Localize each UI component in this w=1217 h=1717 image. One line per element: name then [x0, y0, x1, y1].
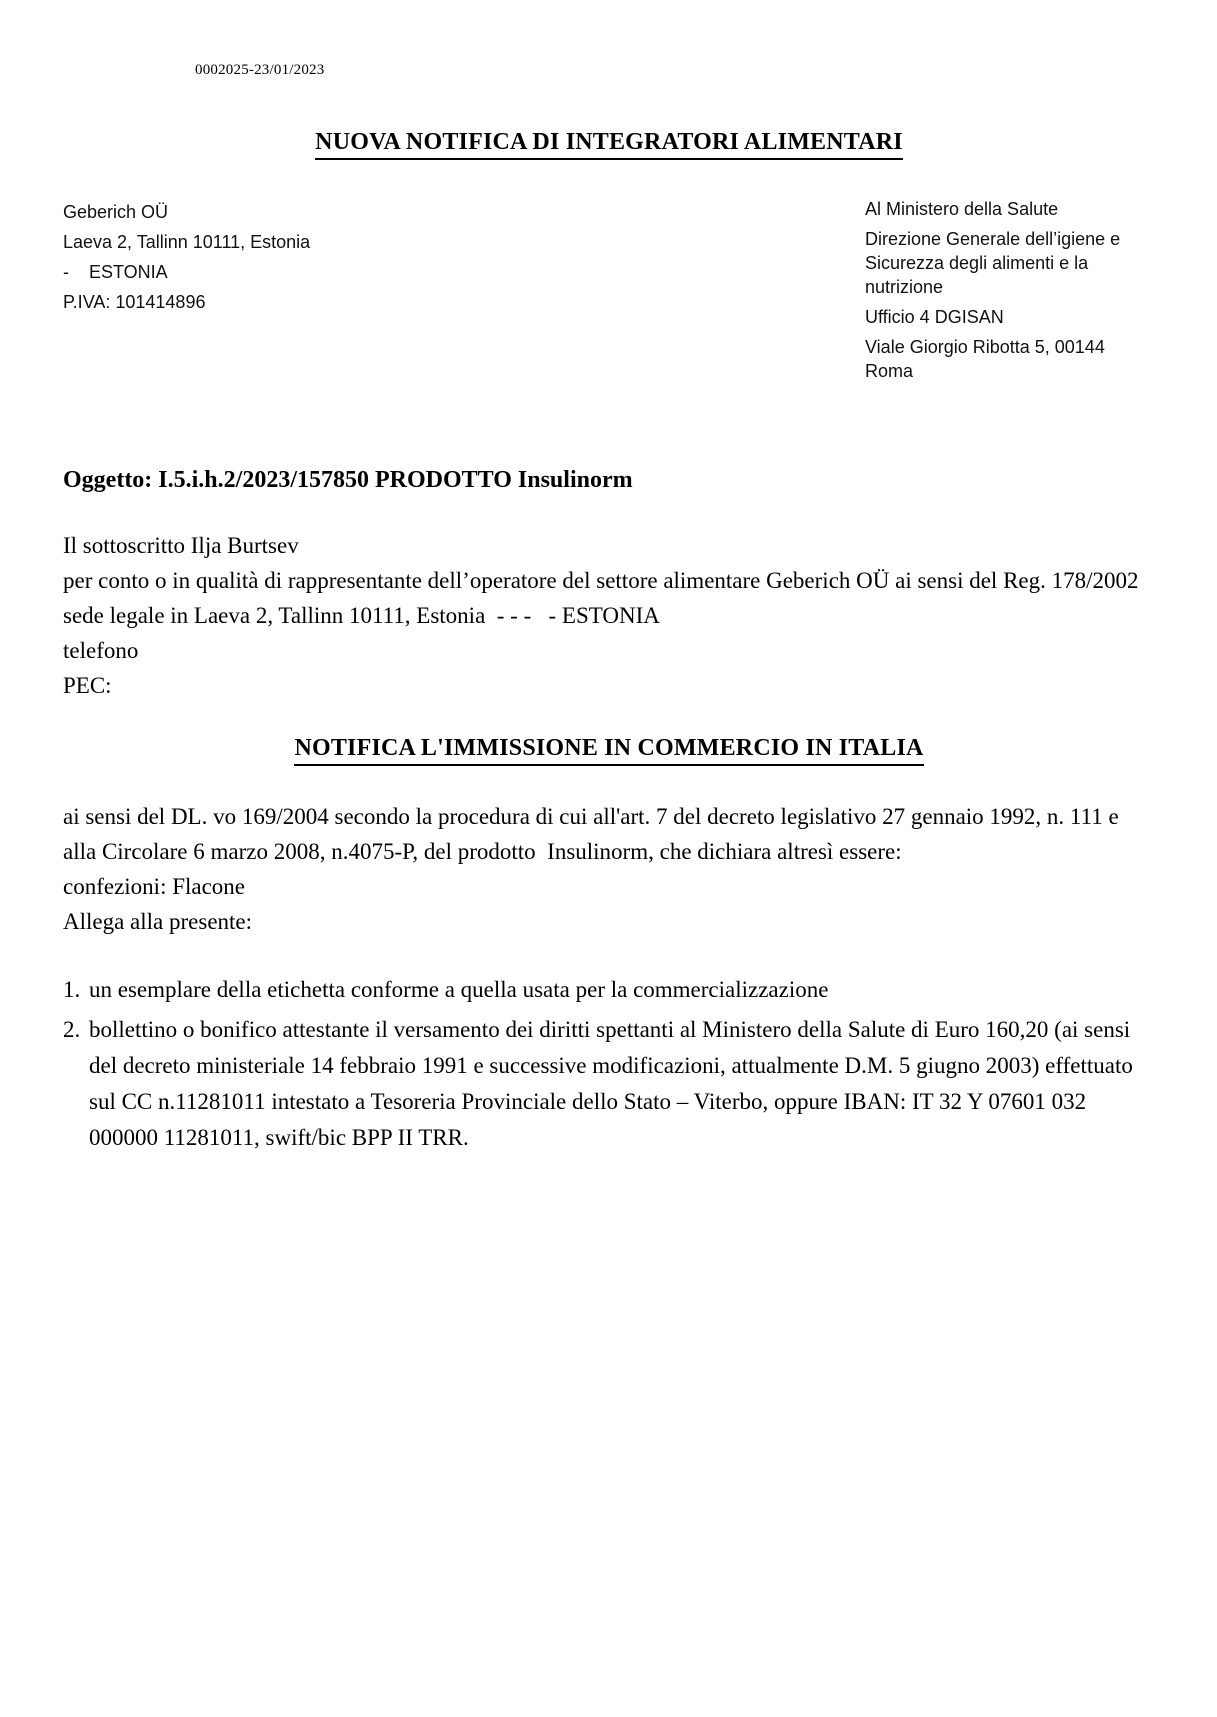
sender-address: Laeva 2, Tallinn 10111, Estonia — [63, 232, 311, 252]
protocol-number: 0002025-23/01/2023 — [195, 62, 325, 78]
body-packaging: confezioni: Flacone — [63, 874, 246, 899]
attachment-number: 1. — [63, 977, 81, 1002]
section-heading — [63, 735, 1155, 766]
intro-legal-seat: sede legale in Laeva 2, Tallinn 10111, Estonia - - - - ESTONIA — [63, 603, 660, 628]
attachment-text: un esemplare della etichetta conforme a quella usata per la commercializzazione — [89, 977, 829, 1002]
attachment-item — [63, 972, 1155, 1008]
recipient-office: Ufficio 4 DGISAN — [865, 307, 1004, 327]
document-title — [63, 129, 1155, 160]
attachment-number: 2. — [63, 1017, 81, 1042]
sender-name: Geberich OÜ — [63, 202, 169, 222]
intro-phone: telefono — [63, 638, 139, 663]
body-attachments-intro: Allega alla presente: — [63, 909, 253, 934]
recipient-address-block — [865, 197, 1155, 389]
recipient-ministry: Al Ministero della Salute — [865, 199, 1059, 219]
attachments-list — [63, 972, 1155, 1156]
intro-pec: PEC: — [63, 673, 112, 698]
address-row — [63, 197, 1155, 389]
sender-address-block — [63, 197, 493, 389]
sender-vat: P.IVA: 101414896 — [63, 292, 206, 312]
intro-block — [63, 528, 1155, 703]
sender-country: - ESTONIA — [63, 262, 168, 282]
attachment-item — [63, 1012, 1155, 1156]
document-title-text: NUOVA NOTIFICA DI INTEGRATORI ALIMENTARI — [315, 129, 903, 160]
section-heading-text: NOTIFICA L'IMMISSIONE IN COMMERCIO IN ITALIA — [294, 735, 923, 766]
attachment-text: bollettino o bonifico attestante il versamento dei diritti spettanti al Ministero della Salute di Euro 160,20 (ai sensi del decreto ministeriale 14 febbraio 1991 e successive modificazioni, attualmente D.M. 5 giugno 2003) effettuato sul CC n.11281011 intestato a Tesoreria Provinciale dello Stato – Viterbo, oppure IBAN: IT 32 Y 07601 032 000000 11281011, swift/bic BPP II TRR. — [89, 1017, 1139, 1150]
intro-representative: per conto o in qualità di rappresentante dell’operatore del settore alimentare Geberich OÜ ai sensi del Reg. 178/2002 — [63, 568, 1139, 593]
intro-undersigned: Il sottoscritto Ilja Burtsev — [63, 533, 299, 558]
body-paragraph: ai sensi del DL. vo 169/2004 secondo la procedura di cui all'art. 7 del decreto legislativo 27 gennaio 1992, n. 111 e alla Circolare 6 marzo 2008, n.4075-P, del prodotto Insulinorm, che dichiara altresì essere: — [63, 804, 1125, 864]
subject-line: Oggetto: I.5.i.h.2/2023/157850 PRODOTTO Insulinorm — [63, 467, 633, 493]
recipient-directorate: Direzione Generale dell’igiene e Sicurezza degli alimenti e la nutrizione — [865, 229, 1121, 297]
body-block — [63, 799, 1155, 939]
recipient-street: Viale Giorgio Ribotta 5, 00144 Roma — [865, 337, 1105, 381]
